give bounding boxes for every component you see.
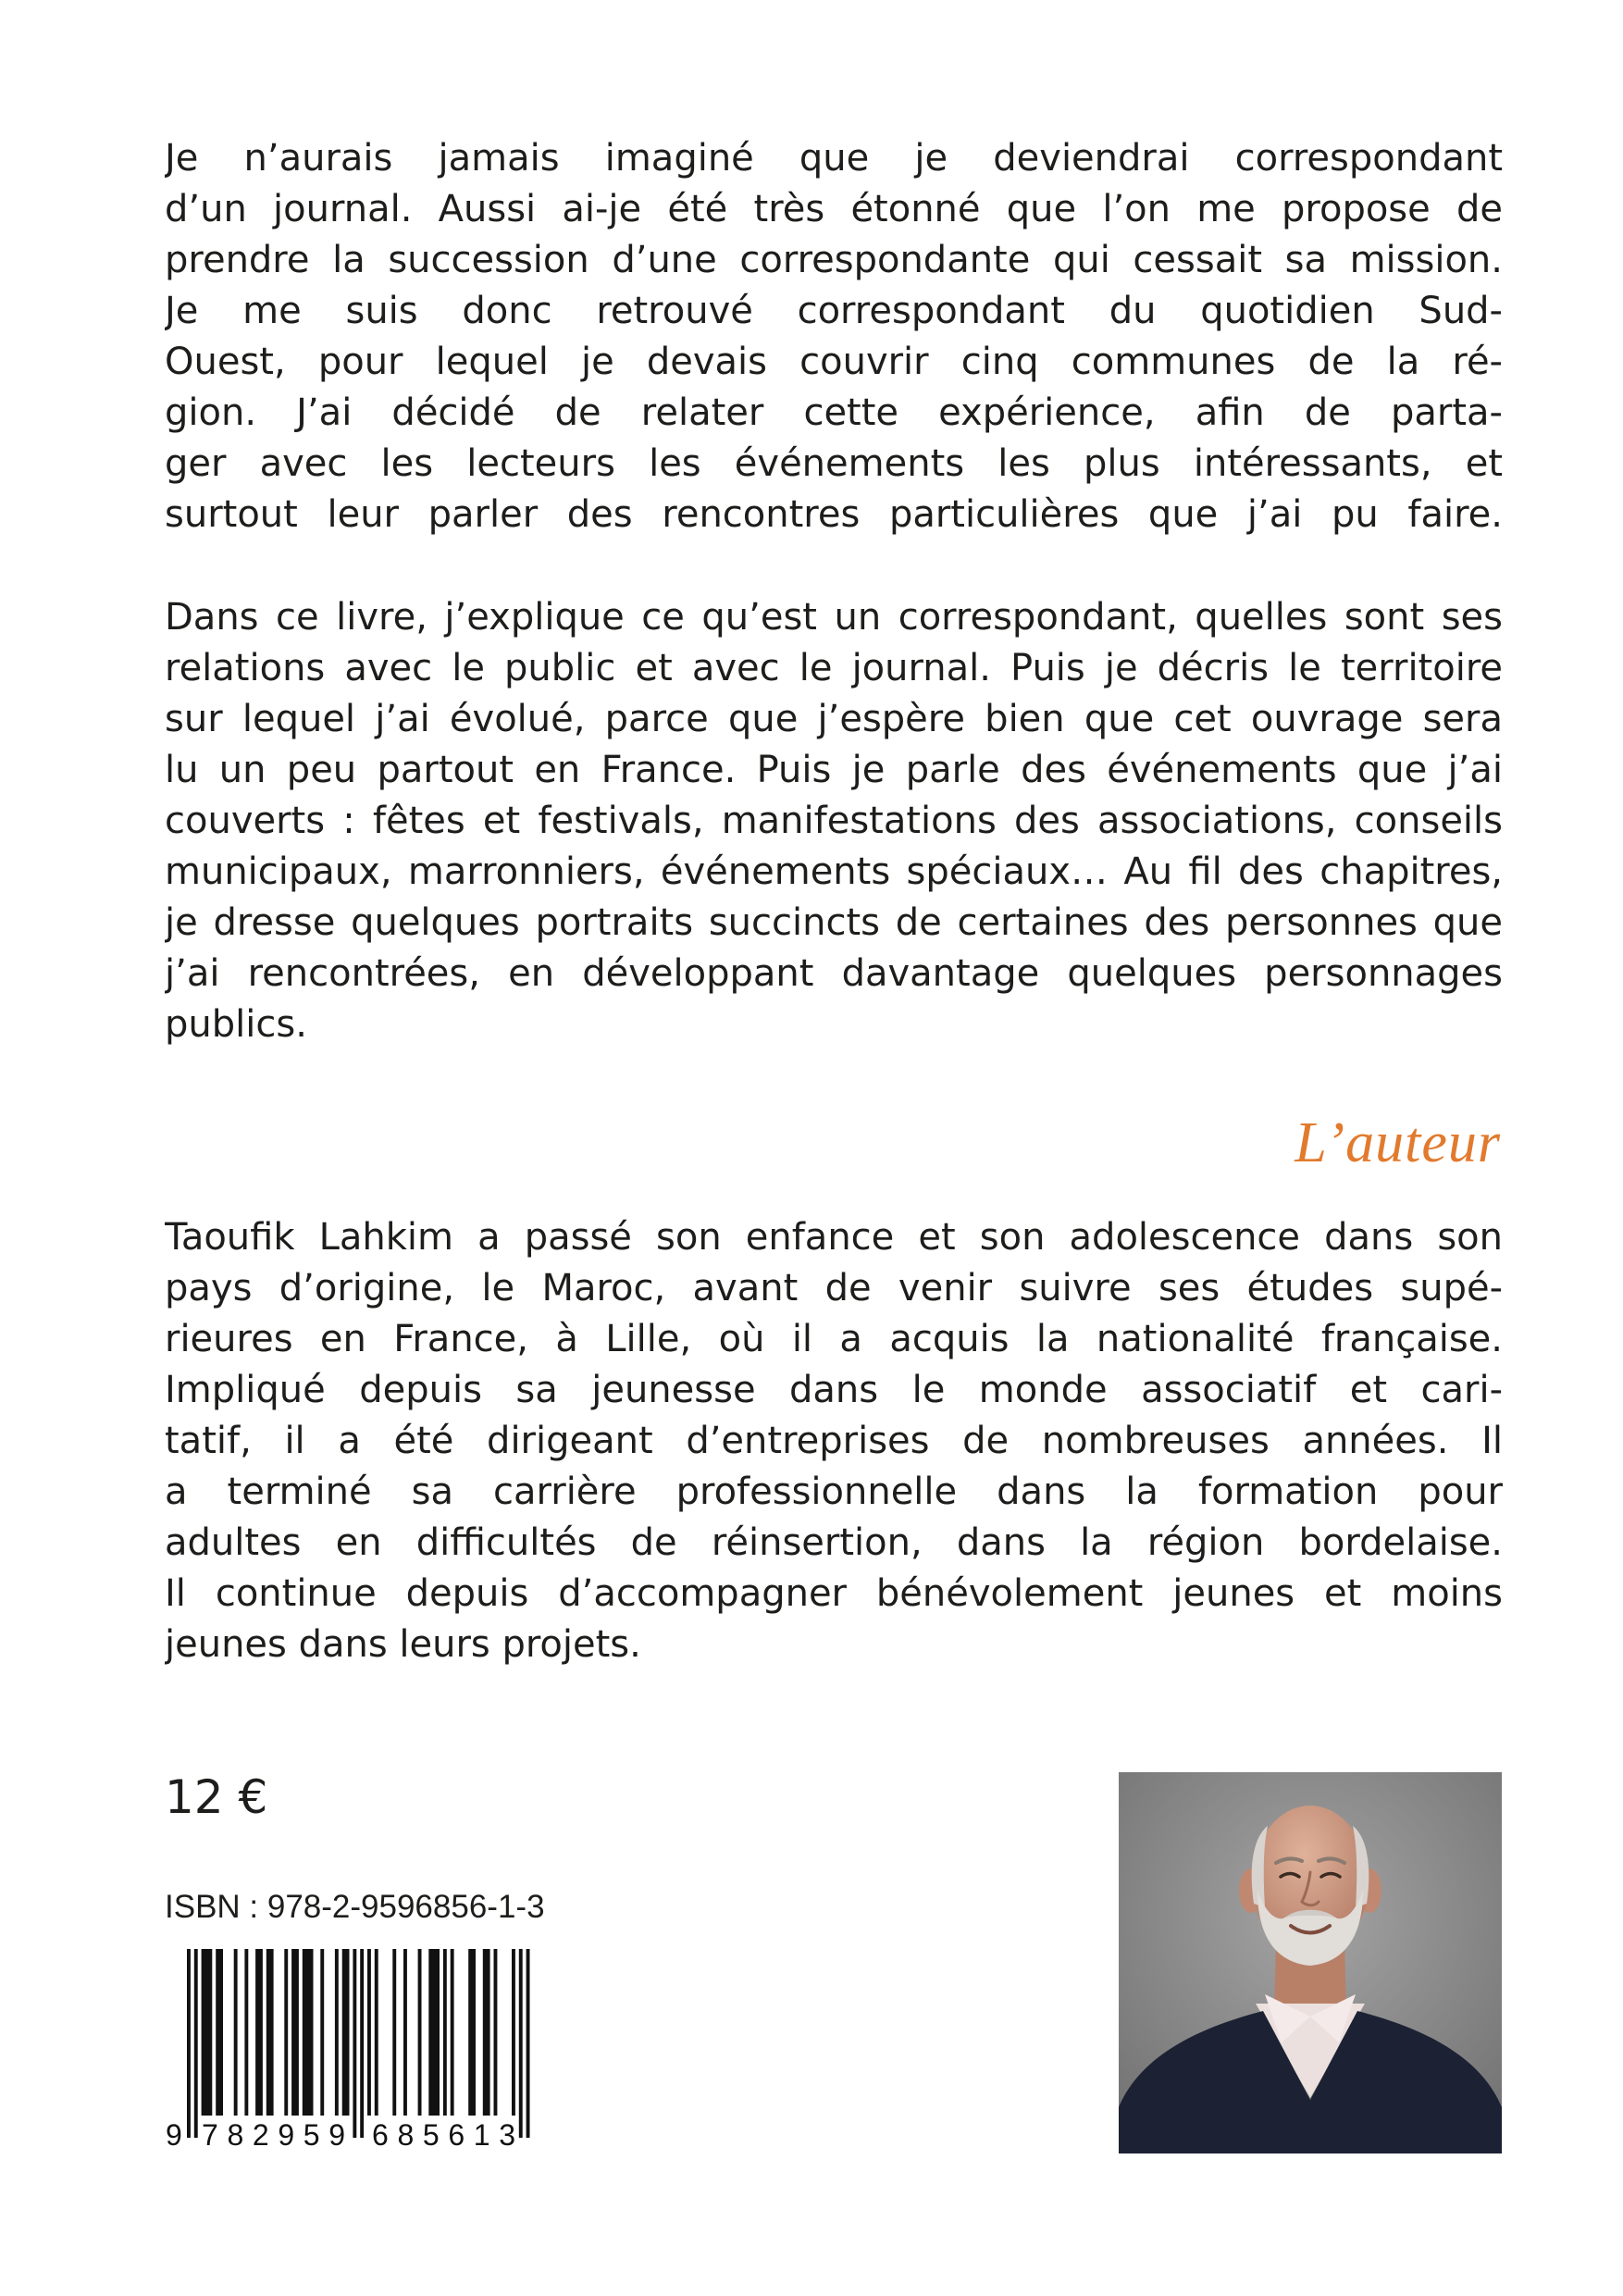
text-line: Taoufik Lahkim a passé son enfance et son adolescence dans son <box>165 1216 1503 1259</box>
barcode-bars <box>187 1949 530 2138</box>
barcode-left-digits: 782959 <box>202 2118 345 2152</box>
barcode-bar <box>342 1949 350 2116</box>
barcode-bar <box>266 1949 274 2116</box>
barcode-bar <box>202 1949 213 2116</box>
text-line: publics. <box>165 1003 307 1046</box>
barcode-bar <box>443 1949 447 2116</box>
barcode-bar <box>244 1949 248 2116</box>
barcode-bar <box>418 1949 422 2116</box>
isbn-barcode <box>165 1943 533 2158</box>
text-line: sur lequel j’ai évolué, parce que j’espère bien que cet ouvrage sera <box>165 698 1503 740</box>
text-line: prendre la succession d’une correspondante qui cessait sa mission. <box>165 239 1503 281</box>
text-line: pays d’origine, le Maroc, avant de venir suivre ses études supé- <box>165 1267 1503 1309</box>
text-line: lu un peu partout en France. Puis je parle des événements que j’ai <box>165 749 1503 791</box>
blurb-paragraph <box>165 592 1503 1050</box>
text-line: d’un journal. Aussi ai-je été très étonné que l’on me propose de <box>165 188 1503 230</box>
barcode-bar <box>284 1949 288 2116</box>
text-line: Dans ce livre, j’explique ce qu’est un correspondant, quelles sont ses <box>165 596 1503 639</box>
barcode-guard-bar <box>353 1949 356 2138</box>
barcode-bar <box>335 1949 339 2116</box>
text-line: Impliqué depuis sa jeunesse dans le monde associatif et cari- <box>165 1369 1503 1411</box>
author-photo <box>1119 1772 1502 2153</box>
barcode-bar <box>403 1949 407 2116</box>
text-line: Ouest, pour lequel je devais couvrir cinq communes de la ré- <box>165 341 1503 383</box>
text-line: j’ai rencontrées, en développant davantage quelques personnages <box>165 952 1503 995</box>
text-line: gion. J’ai décidé de relater cette expérience, afin de parta- <box>165 391 1503 434</box>
text-line: tatif, il a été dirigeant d’entreprises de nombreuses années. Il <box>165 1420 1503 1462</box>
barcode-bar <box>451 1949 454 2116</box>
barcode-bar <box>392 1949 396 2116</box>
barcode-right-digits: 685613 <box>372 2118 515 2152</box>
barcode-bar <box>291 1949 299 2116</box>
barcode-guard-bar <box>519 1949 523 2138</box>
barcode-bar <box>375 1949 378 2116</box>
text-line: municipaux, marronniers, événements spéciaux… Au fil des chapitres, <box>165 850 1503 893</box>
author-portrait <box>1119 1772 1502 2153</box>
barcode-bar <box>468 1949 476 2116</box>
text-line: couverts : fêtes et festivals, manifestations des associations, conseils <box>165 800 1503 842</box>
barcode-bar <box>234 1949 238 2116</box>
text-line: rieures en France, à Lille, où il a acquis la nationalité française. <box>165 1318 1503 1360</box>
text-line: je dresse quelques portraits succincts de certaines des personnes que <box>165 901 1503 944</box>
text-line: surtout leur parler des rencontres particulières que j’ai pu faire. <box>165 493 1503 536</box>
isbn-label: ISBN : 978-2-9596856-1-3 <box>165 1889 545 1925</box>
text-line: ger avec les lecteurs les événements les plus intéressants, et <box>165 442 1503 485</box>
price: 12 € <box>165 1770 268 1824</box>
barcode-guard-bar <box>527 1949 530 2138</box>
text-line: Il continue depuis d’accompagner bénévolement jeunes et moins <box>165 1572 1503 1615</box>
barcode-bar <box>216 1949 223 2116</box>
text-line: jeunes dans leurs projets. <box>165 1623 641 1666</box>
barcode-bar <box>303 1949 314 2116</box>
text-line: Je me suis donc retrouvé correspondant du quotidien Sud- <box>165 290 1503 332</box>
text-line: a terminé sa carrière professionnelle dans la formation pour <box>165 1471 1503 1513</box>
barcode-bar <box>255 1949 263 2116</box>
barcode-bar <box>367 1949 371 2116</box>
barcode-bar <box>512 1949 515 2116</box>
barcode-guard-bar <box>360 1949 364 2138</box>
author-bio <box>165 1212 1503 1670</box>
blurb-paragraph <box>165 133 1503 540</box>
barcode-bar <box>483 1949 490 2116</box>
text-line: Je n’aurais jamais imaginé que je deviendrai correspondant <box>165 137 1503 180</box>
barcode-guard-bar <box>187 1949 191 2138</box>
barcode-guard-bar <box>194 1949 198 2138</box>
barcode-bar <box>494 1949 498 2116</box>
barcode-leading-digit: 9 <box>166 2118 182 2152</box>
barcode-bar <box>320 1949 324 2116</box>
text-line: adultes en difficultés de réinsertion, dans la région bordelaise. <box>165 1521 1503 1564</box>
barcode-bar <box>428 1949 440 2116</box>
text-line: relations avec le public et avec le journal. Puis je décris le territoire <box>165 647 1503 689</box>
author-heading: L’auteur <box>1295 1111 1501 1174</box>
